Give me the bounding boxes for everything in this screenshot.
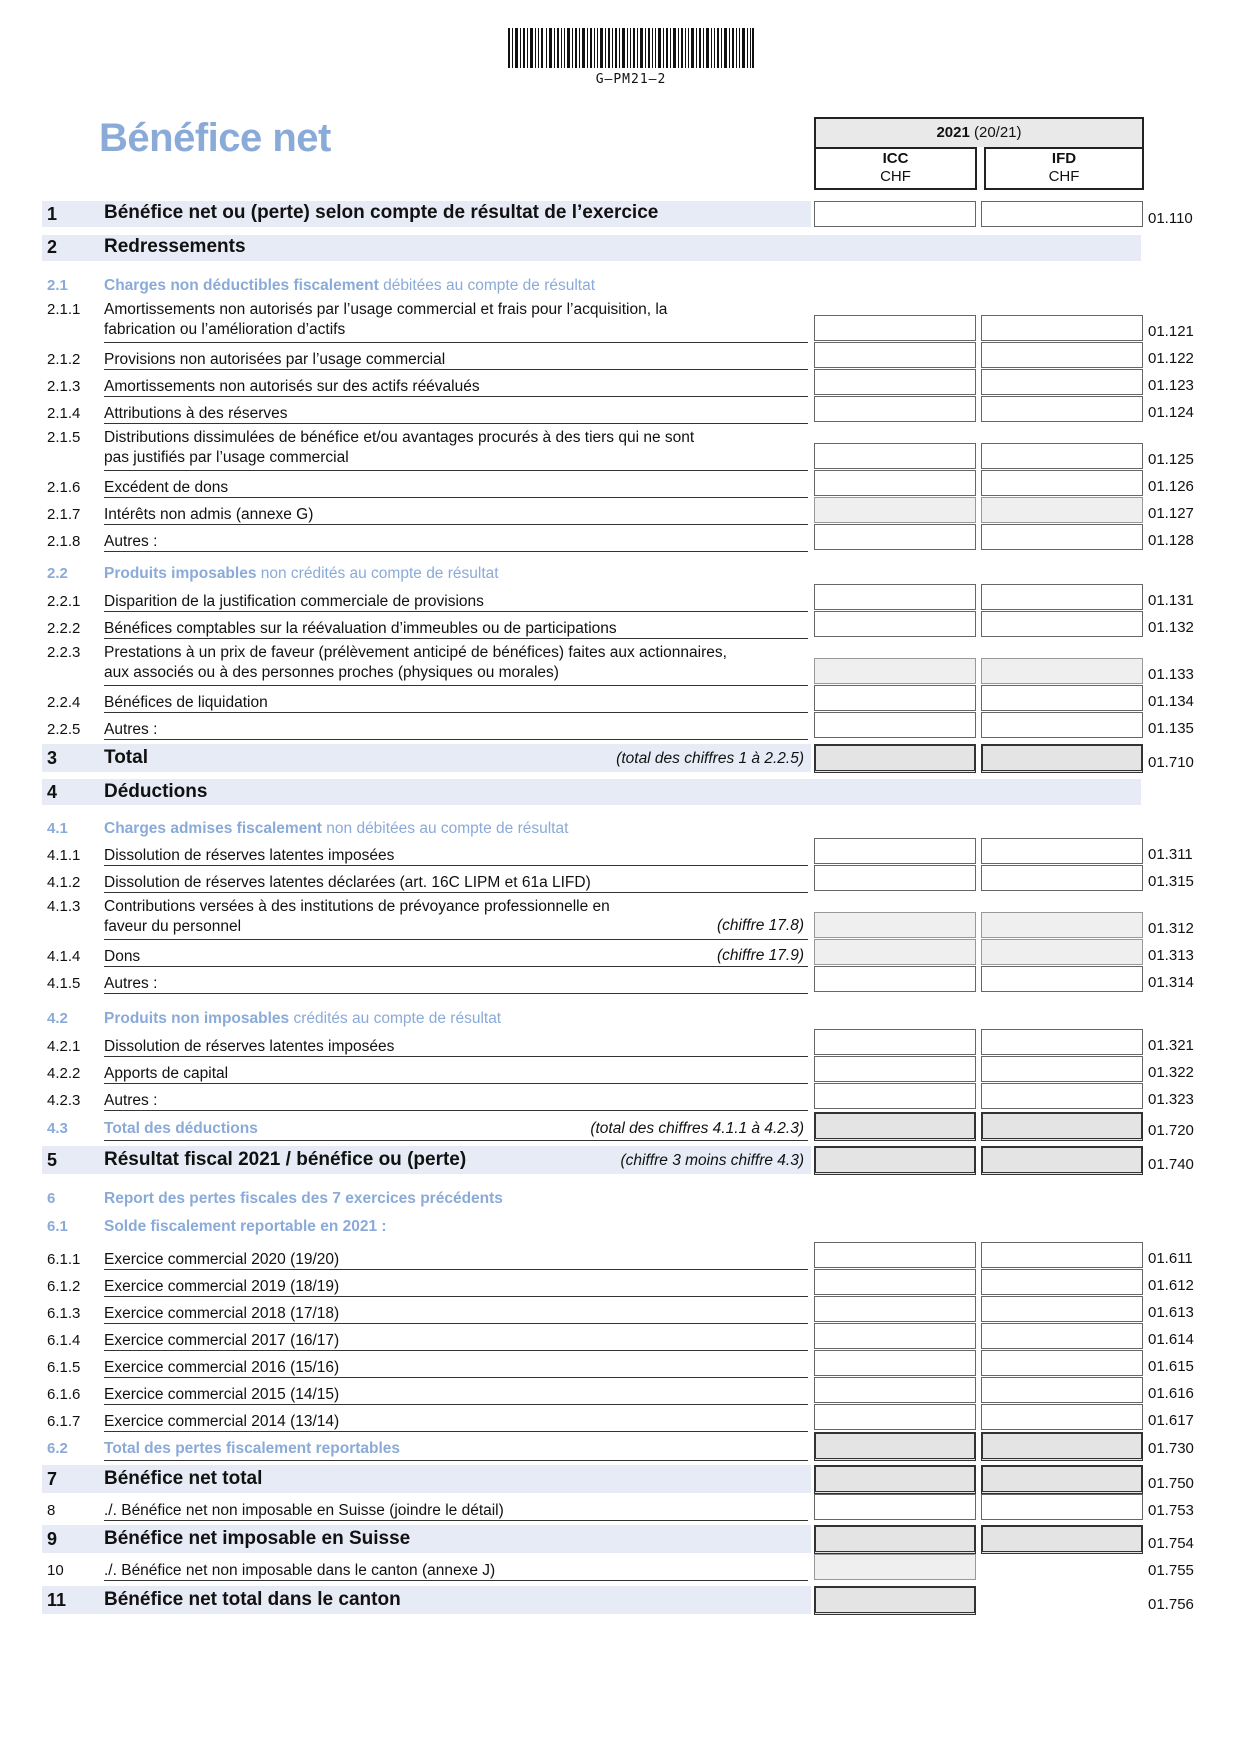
field-code: 01.110 bbox=[1148, 210, 1193, 227]
line-number: 6.1.2 bbox=[47, 1278, 81, 1295]
field-code: 01.131 bbox=[1148, 592, 1194, 609]
result-label: Résultat fiscal 2021 / bénéfice ou (perte) bbox=[104, 1149, 467, 1170]
underline bbox=[104, 1520, 808, 1521]
line-label: Amortissements non autorisés sur des actifs réévalués bbox=[104, 378, 480, 395]
ifd-input-01125[interactable] bbox=[981, 443, 1143, 469]
ifd-input-01110[interactable] bbox=[981, 201, 1143, 227]
line-label: Excédent de dons bbox=[104, 479, 229, 496]
line-label: Disparition de la justification commerciale de provisions bbox=[104, 593, 484, 610]
subsection-heading: Charges admises fiscalement non débitées au compte de résultat bbox=[104, 820, 569, 837]
underline bbox=[104, 1377, 808, 1378]
line-number: 2.2.4 bbox=[47, 694, 81, 711]
line-number: 2.1.8 bbox=[47, 533, 81, 550]
ifd-input-01123[interactable] bbox=[981, 369, 1143, 395]
total-label: Bénéfice net total dans le canton bbox=[104, 1589, 401, 1610]
section-heading: Redressements bbox=[104, 236, 246, 257]
field-code: 01.315 bbox=[1148, 873, 1194, 890]
subsection-heading: Produits imposables non crédités au compte de résultat bbox=[104, 565, 499, 582]
ifd-input-01314[interactable] bbox=[981, 966, 1143, 992]
line-label: Exercice commercial 2019 (18/19) bbox=[104, 1278, 340, 1295]
icc-input-01131[interactable] bbox=[814, 584, 976, 610]
icc-input-01611[interactable] bbox=[814, 1242, 976, 1268]
line-label: Intérêts non admis (annexe G) bbox=[104, 506, 314, 523]
underline bbox=[104, 524, 808, 525]
icc-total-01710[interactable] bbox=[814, 744, 976, 773]
ifd-input-01323[interactable] bbox=[981, 1083, 1143, 1109]
icc-input-01311[interactable] bbox=[814, 838, 976, 864]
field-code: 01.313 bbox=[1148, 947, 1194, 964]
field-code: 01.720 bbox=[1148, 1122, 1194, 1139]
icc-input-01132[interactable] bbox=[814, 611, 976, 637]
ifd-input-01131[interactable] bbox=[981, 584, 1143, 610]
line-number: 7 bbox=[47, 1469, 58, 1489]
total-label: Total des pertes fiscalement reportables bbox=[104, 1440, 401, 1457]
line-label: Dissolution de réserves latentes imposées bbox=[104, 847, 395, 864]
ifd-input-01134[interactable] bbox=[981, 685, 1143, 711]
line-label: Exercice commercial 2020 (19/20) bbox=[104, 1251, 340, 1268]
line-number: 2.2.3 bbox=[47, 644, 81, 661]
ifd-input-01753[interactable] bbox=[981, 1494, 1143, 1520]
ifd-input-01321[interactable] bbox=[981, 1029, 1143, 1055]
icc-total-01720[interactable] bbox=[814, 1112, 976, 1141]
ifd-input-01132[interactable] bbox=[981, 611, 1143, 637]
total-label: Total des déductions bbox=[104, 1120, 258, 1137]
line-label: Provisions non autorisées par l’usage commercial bbox=[104, 351, 446, 368]
ifd-input-01121[interactable] bbox=[981, 315, 1143, 341]
ifd-total-01750[interactable] bbox=[981, 1465, 1143, 1494]
line-number: 4.1.4 bbox=[47, 948, 81, 965]
ifd-input-01614[interactable] bbox=[981, 1323, 1143, 1349]
icc-input-01613[interactable] bbox=[814, 1296, 976, 1322]
field-code: 01.312 bbox=[1148, 920, 1194, 937]
ifd-input-01615[interactable] bbox=[981, 1350, 1143, 1376]
line-label: Autres : bbox=[104, 975, 158, 992]
line-number: 5 bbox=[47, 1150, 58, 1170]
icc-input-01755[interactable] bbox=[814, 1554, 976, 1580]
underline bbox=[104, 1404, 808, 1405]
ifd-input-01616[interactable] bbox=[981, 1377, 1143, 1403]
ifd-input-01315[interactable] bbox=[981, 865, 1143, 891]
icc-input-01123[interactable] bbox=[814, 369, 976, 395]
line-label: Bénéfices de liquidation bbox=[104, 694, 268, 711]
icc-input-01323[interactable] bbox=[814, 1083, 976, 1109]
underline bbox=[104, 1350, 808, 1351]
line-number: 2.1.5 bbox=[47, 429, 81, 446]
line-label: fabrication ou l’amélioration d’actifs bbox=[104, 321, 346, 338]
line-label: ./. Bénéfice net non imposable dans le canton (annexe J) bbox=[104, 1562, 496, 1579]
icc-input-01616[interactable] bbox=[814, 1377, 976, 1403]
ifd-input-01313[interactable] bbox=[981, 939, 1143, 965]
line-label: Bénéfice net ou (perte) selon compte de résultat de l’exercice bbox=[104, 202, 659, 223]
field-code: 01.710 bbox=[1148, 754, 1194, 771]
ifd-total-01710[interactable] bbox=[981, 744, 1143, 773]
ifd-input-01311[interactable] bbox=[981, 838, 1143, 864]
field-code: 01.135 bbox=[1148, 720, 1194, 737]
icc-input-01110[interactable] bbox=[814, 201, 976, 227]
line-number: 2.2.5 bbox=[47, 721, 81, 738]
field-code: 01.323 bbox=[1148, 1091, 1194, 1108]
ifd-input-01312[interactable] bbox=[981, 912, 1143, 938]
line-number: 10 bbox=[47, 1562, 64, 1579]
field-code: 01.123 bbox=[1148, 377, 1194, 394]
underline bbox=[104, 470, 808, 471]
line-note: (chiffre 3 moins chiffre 4.3) bbox=[620, 1152, 804, 1169]
ifd-total-01720[interactable] bbox=[981, 1112, 1143, 1141]
icc-total-01740[interactable] bbox=[814, 1146, 976, 1175]
line-label: Prestations à un prix de faveur (prélèvement anticipé de bénéfices) faites aux actionnaires, bbox=[104, 644, 727, 661]
line-note: (chiffre 17.8) bbox=[716, 917, 804, 934]
line-label: Autres : bbox=[104, 721, 158, 738]
underline bbox=[104, 1431, 808, 1432]
field-code: 01.127 bbox=[1148, 505, 1194, 522]
line-number: 6.1.7 bbox=[47, 1413, 81, 1430]
field-code: 01.126 bbox=[1148, 478, 1194, 495]
line-number: 11 bbox=[47, 1590, 67, 1610]
field-code: 01.311 bbox=[1148, 846, 1193, 863]
line-label: Exercice commercial 2016 (15/16) bbox=[104, 1359, 340, 1376]
line-number: 2.1.2 bbox=[47, 351, 81, 368]
ifd-input-01133[interactable] bbox=[981, 658, 1143, 684]
line-number: 2.1.3 bbox=[47, 378, 81, 395]
field-code: 01.614 bbox=[1148, 1331, 1194, 1348]
line-label: ./. Bénéfice net non imposable en Suisse (joindre le détail) bbox=[104, 1502, 504, 1519]
line-number: 2.2.2 bbox=[47, 620, 81, 637]
line-label: Apports de capital bbox=[104, 1065, 229, 1082]
line-label: Exercice commercial 2017 (16/17) bbox=[104, 1332, 340, 1349]
ifd-input-01612[interactable] bbox=[981, 1269, 1143, 1295]
underline bbox=[104, 551, 808, 552]
underline bbox=[104, 638, 808, 639]
icc-input-01612[interactable] bbox=[814, 1269, 976, 1295]
line-number: 4 bbox=[47, 782, 58, 802]
line-number: 4.2.1 bbox=[47, 1038, 81, 1055]
ifd-input-01124[interactable] bbox=[981, 396, 1143, 422]
year-header: 2021 (20/21) bbox=[816, 119, 1142, 149]
icc-total-01756[interactable] bbox=[814, 1586, 976, 1615]
field-code: 01.122 bbox=[1148, 350, 1194, 367]
icc-input-01753[interactable] bbox=[814, 1494, 976, 1520]
line-number: 6.1.3 bbox=[47, 1305, 81, 1322]
field-code: 01.125 bbox=[1148, 451, 1194, 468]
underline bbox=[104, 1296, 808, 1297]
line-number: 6 bbox=[47, 1190, 56, 1207]
line-label: Dissolution de réserves latentes déclarées (art. 16C LIPM et 61a LIFD) bbox=[104, 874, 591, 891]
line-number: 2.1 bbox=[47, 277, 68, 294]
icc-input-01133[interactable] bbox=[814, 658, 976, 684]
line-number: 4.3 bbox=[47, 1120, 68, 1137]
underline bbox=[104, 966, 808, 967]
icc-input-01125[interactable] bbox=[814, 443, 976, 469]
line-number: 4.1 bbox=[47, 820, 68, 837]
field-code: 01.755 bbox=[1148, 1562, 1194, 1579]
ifd-input-01126[interactable] bbox=[981, 470, 1143, 496]
field-code: 01.134 bbox=[1148, 693, 1194, 710]
subsection-heading: Produits non imposables crédités au compte de résultat bbox=[104, 1010, 502, 1027]
underline bbox=[104, 1269, 808, 1270]
line-label: Exercice commercial 2015 (14/15) bbox=[104, 1386, 340, 1403]
line-number: 4.1.3 bbox=[47, 898, 81, 915]
field-code: 01.321 bbox=[1148, 1037, 1194, 1054]
underline bbox=[104, 712, 808, 713]
line-number: 1 bbox=[47, 204, 58, 224]
line-label: Autres : bbox=[104, 1092, 158, 1109]
icc-input-01126[interactable] bbox=[814, 470, 976, 496]
icc-input-01617[interactable] bbox=[814, 1404, 976, 1430]
line-number: 4.1.2 bbox=[47, 874, 81, 891]
field-code: 01.756 bbox=[1148, 1596, 1194, 1613]
section-heading: Déductions bbox=[104, 781, 208, 802]
ifd-input-01135[interactable] bbox=[981, 712, 1143, 738]
underline bbox=[104, 1056, 808, 1057]
underline bbox=[104, 993, 808, 994]
ifd-total-01754[interactable] bbox=[981, 1525, 1143, 1554]
total-label: Bénéfice net total bbox=[104, 1468, 263, 1489]
line-label: Autres : bbox=[104, 533, 158, 550]
line-number: 4.1.5 bbox=[47, 975, 81, 992]
line-number: 2 bbox=[47, 237, 58, 257]
line-label: Distributions dissimulées de bénéfice et/ou avantages procurés à des tiers qui ne sont bbox=[104, 429, 695, 446]
field-code: 01.617 bbox=[1148, 1412, 1194, 1429]
icc-input-01121[interactable] bbox=[814, 315, 976, 341]
line-number: 4.2.2 bbox=[47, 1065, 81, 1082]
icc-input-01322[interactable] bbox=[814, 1056, 976, 1082]
line-note: (chiffre 17.9) bbox=[716, 947, 804, 964]
line-number: 6.1.6 bbox=[47, 1386, 81, 1403]
icc-input-01312[interactable] bbox=[814, 912, 976, 938]
icc-input-01134[interactable] bbox=[814, 685, 976, 711]
field-code: 01.314 bbox=[1148, 974, 1194, 991]
underline bbox=[104, 1323, 808, 1324]
underline bbox=[104, 892, 808, 893]
field-code: 01.322 bbox=[1148, 1064, 1194, 1081]
ifd-input-01322[interactable] bbox=[981, 1056, 1143, 1082]
line-number: 6.1.5 bbox=[47, 1359, 81, 1376]
underline bbox=[104, 1580, 808, 1581]
icc-total-01750[interactable] bbox=[814, 1465, 976, 1494]
line-number: 9 bbox=[47, 1529, 58, 1549]
line-number: 2.2.1 bbox=[47, 593, 81, 610]
ifd-input-01122[interactable] bbox=[981, 342, 1143, 368]
icc-input-01614[interactable] bbox=[814, 1323, 976, 1349]
line-number: 2.2 bbox=[47, 565, 68, 582]
icc-input-01128[interactable] bbox=[814, 524, 976, 550]
line-number: 6.1 bbox=[47, 1218, 68, 1235]
line-note: (total des chiffres 1 à 2.2.5) bbox=[616, 750, 804, 767]
line-number: 4.2 bbox=[47, 1010, 68, 1027]
ifd-total-01740[interactable] bbox=[981, 1146, 1143, 1175]
icc-input-01313[interactable] bbox=[814, 939, 976, 965]
ifd-input-01617[interactable] bbox=[981, 1404, 1143, 1430]
underline bbox=[104, 1083, 808, 1084]
line-label: Amortissements non autorisés par l’usage commercial et frais pour l’acquisition, la bbox=[104, 301, 668, 318]
field-code: 01.613 bbox=[1148, 1304, 1194, 1321]
line-label: pas justifiés par l’usage commercial bbox=[104, 449, 349, 466]
underline bbox=[104, 1110, 808, 1111]
line-number: 6.1.1 bbox=[47, 1251, 81, 1268]
ifd-input-01613[interactable] bbox=[981, 1296, 1143, 1322]
line-number: 2.1.7 bbox=[47, 506, 81, 523]
field-code: 01.121 bbox=[1148, 323, 1194, 340]
line-number: 4.2.3 bbox=[47, 1092, 81, 1109]
line-number: 6.1.4 bbox=[47, 1332, 81, 1349]
barcode-text: G–PM21–2 bbox=[595, 72, 667, 87]
ifd-total-01730[interactable] bbox=[981, 1432, 1143, 1461]
page-title: Bénéfice net bbox=[99, 116, 331, 160]
underline bbox=[104, 423, 808, 424]
underline bbox=[104, 685, 808, 686]
field-code: 01.740 bbox=[1148, 1156, 1194, 1173]
underline bbox=[104, 611, 808, 612]
icc-input-01314[interactable] bbox=[814, 966, 976, 992]
field-code: 01.132 bbox=[1148, 619, 1194, 636]
ifd-input-01128[interactable] bbox=[981, 524, 1143, 550]
icc-input-01321[interactable] bbox=[814, 1029, 976, 1055]
line-number: 4.1.1 bbox=[47, 847, 81, 864]
line-note: (total des chiffres 4.1.1 à 4.2.3) bbox=[590, 1120, 804, 1137]
line-label: Exercice commercial 2018 (17/18) bbox=[104, 1305, 340, 1322]
subsection-heading: Charges non déductibles fiscalement débitées au compte de résultat bbox=[104, 277, 596, 294]
field-code: 01.730 bbox=[1148, 1440, 1194, 1457]
line-label: Attributions à des réserves bbox=[104, 405, 288, 422]
underline bbox=[104, 865, 808, 866]
field-code: 01.612 bbox=[1148, 1277, 1194, 1294]
icc-input-01315[interactable] bbox=[814, 865, 976, 891]
total-label: Total bbox=[104, 747, 148, 768]
underline bbox=[104, 1460, 808, 1461]
line-label: Bénéfices comptables sur la réévaluation d’immeubles ou de participations bbox=[104, 620, 617, 637]
line-label: Contributions versées à des institutions de prévoyance professionnelle en bbox=[104, 898, 610, 915]
icc-input-01615[interactable] bbox=[814, 1350, 976, 1376]
field-code: 01.124 bbox=[1148, 404, 1194, 421]
field-code: 01.753 bbox=[1148, 1502, 1194, 1519]
ifd-column-header: IFD CHF bbox=[984, 147, 1142, 188]
icc-input-01124[interactable] bbox=[814, 396, 976, 422]
icc-input-01127[interactable] bbox=[814, 497, 976, 523]
column-header bbox=[814, 117, 1144, 190]
field-code: 01.750 bbox=[1148, 1475, 1194, 1492]
line-label: Dissolution de réserves latentes imposées bbox=[104, 1038, 395, 1055]
underline bbox=[104, 369, 808, 370]
field-code: 01.133 bbox=[1148, 666, 1194, 683]
underline bbox=[104, 497, 808, 498]
ifd-input-01611[interactable] bbox=[981, 1242, 1143, 1268]
field-code: 01.616 bbox=[1148, 1385, 1194, 1402]
icc-input-01135[interactable] bbox=[814, 712, 976, 738]
icc-input-01122[interactable] bbox=[814, 342, 976, 368]
line-number: 2.1.1 bbox=[47, 301, 81, 318]
line-label: aux associés ou à des personnes proches (physiques ou morales) bbox=[104, 664, 559, 681]
field-code: 01.615 bbox=[1148, 1358, 1194, 1375]
field-code: 01.611 bbox=[1148, 1250, 1193, 1267]
total-label: Bénéfice net imposable en Suisse bbox=[104, 1528, 411, 1549]
icc-total-01730[interactable] bbox=[814, 1432, 976, 1461]
icc-total-01754[interactable] bbox=[814, 1525, 976, 1554]
line-label: faveur du personnel bbox=[104, 918, 242, 935]
underline bbox=[104, 342, 808, 343]
line-number: 6.2 bbox=[47, 1440, 68, 1457]
underline bbox=[104, 739, 808, 740]
underline bbox=[104, 1140, 808, 1141]
line-label: Dons bbox=[104, 948, 141, 965]
field-code: 01.754 bbox=[1148, 1535, 1194, 1552]
field-code: 01.128 bbox=[1148, 532, 1194, 549]
underline bbox=[104, 396, 808, 397]
subsection-heading: Solde fiscalement reportable en 2021 : bbox=[104, 1218, 387, 1235]
icc-column-header: ICC CHF bbox=[816, 147, 977, 188]
line-number: 2.1.4 bbox=[47, 405, 81, 422]
underline bbox=[104, 939, 808, 940]
line-number: 2.1.6 bbox=[47, 479, 81, 496]
barcode-image bbox=[508, 28, 754, 68]
ifd-input-01127[interactable] bbox=[981, 497, 1143, 523]
line-number: 3 bbox=[47, 748, 58, 768]
line-number: 8 bbox=[47, 1502, 56, 1519]
section-heading: Report des pertes fiscales des 7 exercices précédents bbox=[104, 1190, 503, 1207]
line-label: Exercice commercial 2014 (13/14) bbox=[104, 1413, 340, 1430]
